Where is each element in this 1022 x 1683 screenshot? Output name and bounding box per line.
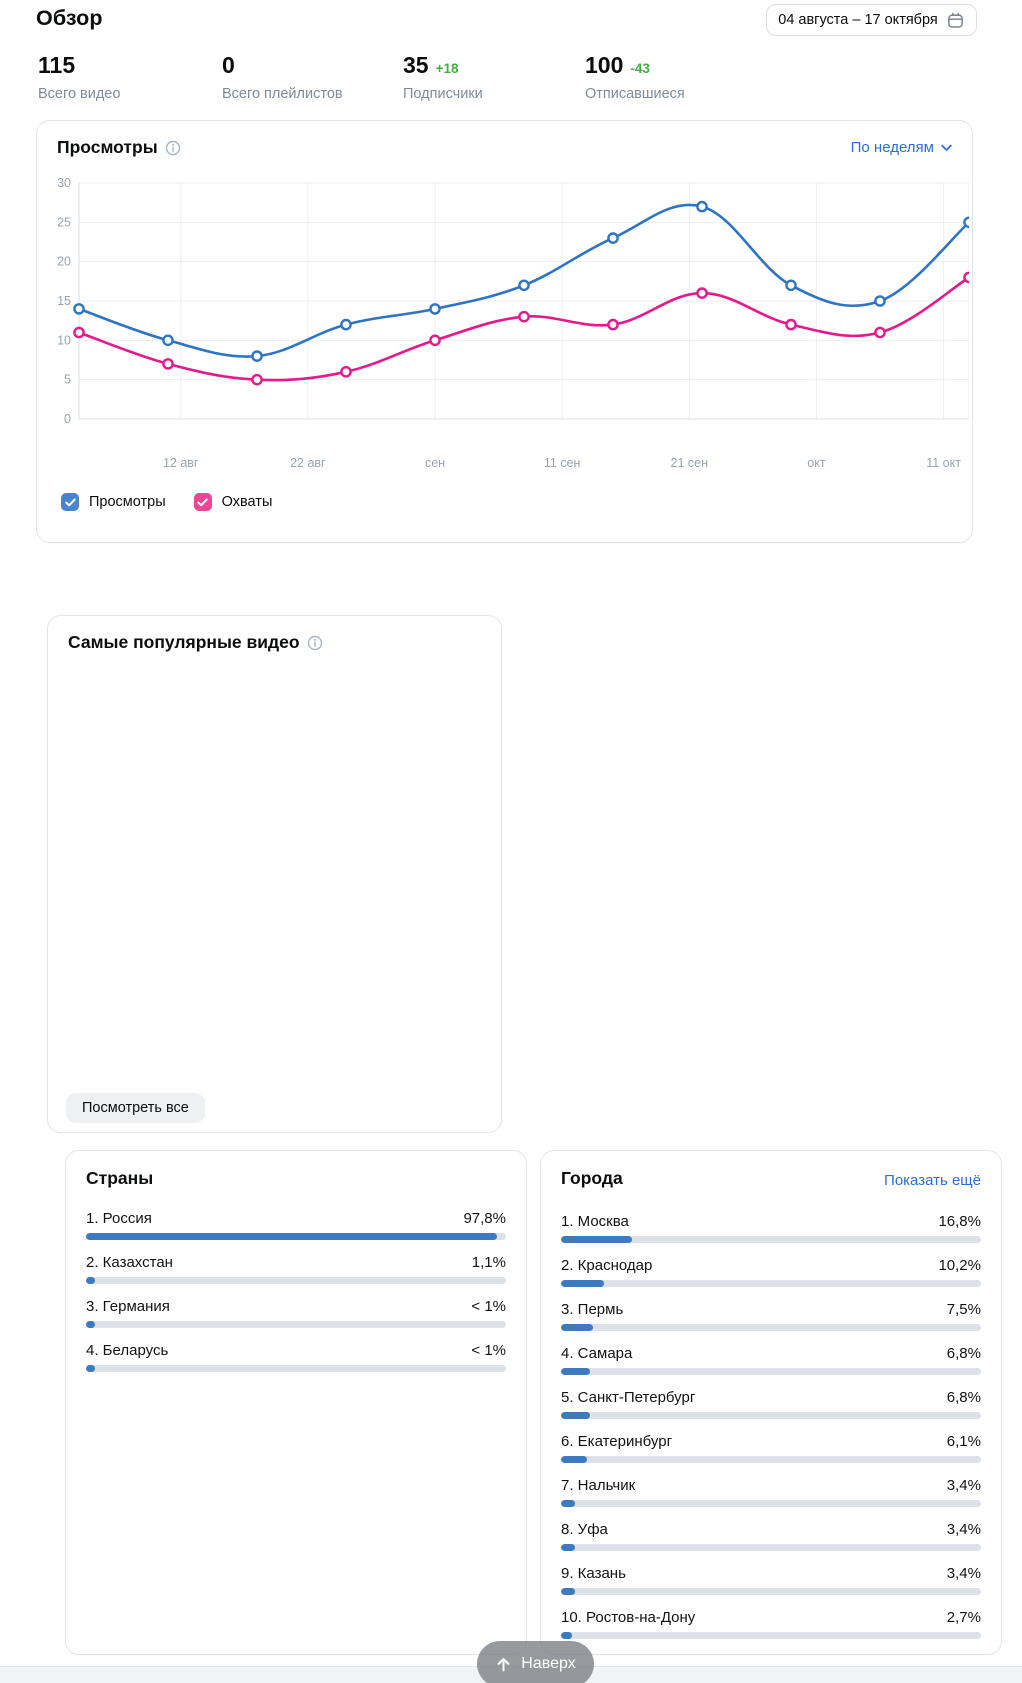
list-item [86,1297,506,1333]
item-value: 1,1% [471,1254,506,1271]
axis-tick-label: 25 [57,215,71,230]
back-to-top-label: Наверх [521,1655,576,1672]
legend-label: Охваты [221,494,273,510]
progress-track [86,1233,506,1240]
item-label: 6. Екатеринбург [561,1433,673,1450]
data-point[interactable] [875,296,884,305]
progress-fill [86,1277,95,1284]
progress-fill [561,1368,590,1375]
item-value: 6,8% [946,1345,981,1362]
progress-fill [561,1632,572,1639]
item-value: 3,4% [946,1477,981,1494]
list-item [561,1608,981,1644]
list-item [561,1564,981,1600]
stat-label: Всего плейлистов [222,86,343,102]
axis-tick-label: окт [807,456,826,470]
item-value: 10,2% [938,1257,981,1274]
legend-item-views[interactable] [61,493,166,511]
data-point[interactable] [430,336,439,345]
progress-fill [561,1236,632,1243]
item-value: 6,8% [946,1389,981,1406]
progress-track [86,1321,506,1328]
data-point[interactable] [786,281,795,290]
popular-videos-card [47,615,502,1133]
date-range-label: 04 августа – 17 октября [778,12,938,28]
item-value: < 1% [471,1298,506,1315]
list-item [86,1341,506,1377]
item-label: 9. Казань [561,1565,626,1582]
progress-track [561,1632,981,1639]
item-label: 4. Самара [561,1345,633,1362]
cities-card [540,1150,1002,1655]
progress-fill [561,1588,575,1595]
data-point[interactable] [163,359,172,368]
item-value: < 1% [471,1342,506,1359]
item-label: 10. Ростов-на-Дону [561,1609,696,1626]
info-icon[interactable] [307,635,323,651]
stat-value: 35 [403,52,429,78]
progress-fill [561,1456,587,1463]
data-point[interactable] [875,328,884,337]
progress-track [561,1324,981,1331]
calendar-icon [946,11,965,30]
data-point[interactable] [608,320,617,329]
stat-unsubscribed [585,52,685,102]
stat-label: Всего видео [38,86,121,102]
views-card [36,120,973,543]
list-item [561,1256,981,1292]
chart-gridlines [79,183,969,419]
stat-total-playlists [222,52,343,102]
axis-tick-label: 15 [57,294,71,308]
progress-track [561,1368,981,1375]
progress-fill [86,1365,95,1372]
axis-tick-label: 0 [64,412,71,426]
item-label: 8. Уфа [561,1521,608,1538]
list-item [561,1212,981,1248]
data-point[interactable] [341,320,350,329]
page-title: Обзор [36,6,103,30]
progress-fill [86,1321,95,1328]
item-value: 3,4% [946,1521,981,1538]
list-item [86,1253,506,1289]
data-point[interactable] [519,312,528,321]
item-value: 3,4% [946,1565,981,1582]
date-range-button[interactable] [766,4,977,36]
views-chart [45,167,969,481]
stat-label: Подписчики [403,86,483,102]
axis-tick-label: 21 сен [670,456,709,470]
progress-track [561,1544,981,1551]
item-label: 3. Германия [86,1298,170,1315]
axis-tick-label: 22 авг [290,456,326,470]
progress-track [86,1277,506,1284]
item-label: 2. Краснодар [561,1257,653,1274]
progress-fill [561,1544,575,1551]
checkbox-checked-icon [61,493,79,511]
chart-series-views [74,202,969,361]
data-point[interactable] [252,375,261,384]
countries-title: Страны [86,1168,154,1188]
progress-fill [86,1233,497,1240]
data-point[interactable] [964,273,969,282]
show-more-link[interactable]: Показать ещё [884,1172,981,1189]
list-item [561,1388,981,1424]
data-point[interactable] [786,320,795,329]
item-value: 6,1% [946,1433,981,1450]
item-value: 2,7% [946,1609,981,1626]
period-selector[interactable] [851,139,952,156]
progress-track [561,1280,981,1287]
progress-fill [561,1412,590,1419]
axis-tick-label: 20 [57,254,71,269]
chart-axis-labels [57,176,961,470]
item-value: 7,5% [946,1301,981,1318]
chevron-down-icon [941,144,952,152]
progress-fill [561,1324,593,1331]
list-item [561,1344,981,1380]
item-label: 5. Санкт-Петербург [561,1389,696,1406]
progress-track [561,1412,981,1419]
list-item [561,1300,981,1336]
legend-item-reach[interactable] [194,493,273,511]
item-label: 1. Москва [561,1213,629,1230]
progress-track [561,1588,981,1595]
stat-total-videos [38,52,120,102]
axis-tick-label: 30 [57,176,71,190]
countries-card [65,1150,527,1655]
period-selector-label: По неделям [850,139,934,156]
item-value: 97,8% [463,1210,506,1227]
data-point[interactable] [608,234,617,243]
data-point[interactable] [163,336,172,345]
progress-fill [561,1500,575,1507]
axis-tick-label: 11 окт [926,456,961,470]
stat-label: Отписавшиеся [585,86,685,102]
item-label: 7. Нальчик [561,1477,636,1494]
stat-delta: +18 [435,61,459,76]
item-label: 3. Пермь [561,1301,624,1318]
stat-subscribers [403,52,483,102]
views-card-title: Просмотры [57,137,158,157]
back-to-top-button[interactable] [477,1641,594,1683]
data-point[interactable] [964,218,969,227]
list-item [86,1209,506,1245]
data-point[interactable] [519,281,528,290]
progress-fill [561,1280,604,1287]
axis-tick-label: 5 [64,372,71,387]
stat-value: 100 [585,52,624,78]
list-item [561,1476,981,1512]
series-line [79,277,969,380]
stat-value: 115 [38,52,76,78]
cities-title: Города [561,1168,623,1188]
item-label: 1. Россия [86,1210,152,1227]
data-point[interactable] [697,202,706,211]
list-item [561,1520,981,1556]
data-point[interactable] [252,352,261,361]
data-point[interactable] [430,304,439,313]
checkbox-checked-icon [194,493,212,511]
progress-track [86,1365,506,1372]
list-item [561,1432,981,1468]
see-all-button[interactable]: Посмотреть все [66,1093,205,1123]
progress-track [561,1236,981,1243]
chart-legend [61,493,272,511]
info-icon[interactable] [165,140,181,156]
views-card-title-row [57,137,181,158]
axis-tick-label: сен [424,456,446,470]
progress-track [561,1500,981,1507]
arrow-up-icon [495,1656,512,1673]
data-point[interactable] [697,289,706,298]
data-point[interactable] [74,304,83,313]
item-label: 4. Беларусь [86,1342,169,1359]
legend-label: Просмотры [89,494,166,510]
item-label: 2. Казахстан [86,1254,173,1271]
progress-track [561,1456,981,1463]
stat-delta: -43 [630,61,650,76]
stat-value: 0 [222,52,235,78]
item-value: 16,8% [938,1213,981,1230]
popular-videos-title: Самые популярные видео [68,632,300,652]
axis-tick-label: 12 авг [162,456,199,470]
axis-tick-label: 11 сен [543,456,581,470]
data-point[interactable] [74,328,83,337]
axis-tick-label: 10 [57,333,71,348]
data-point[interactable] [341,367,350,376]
